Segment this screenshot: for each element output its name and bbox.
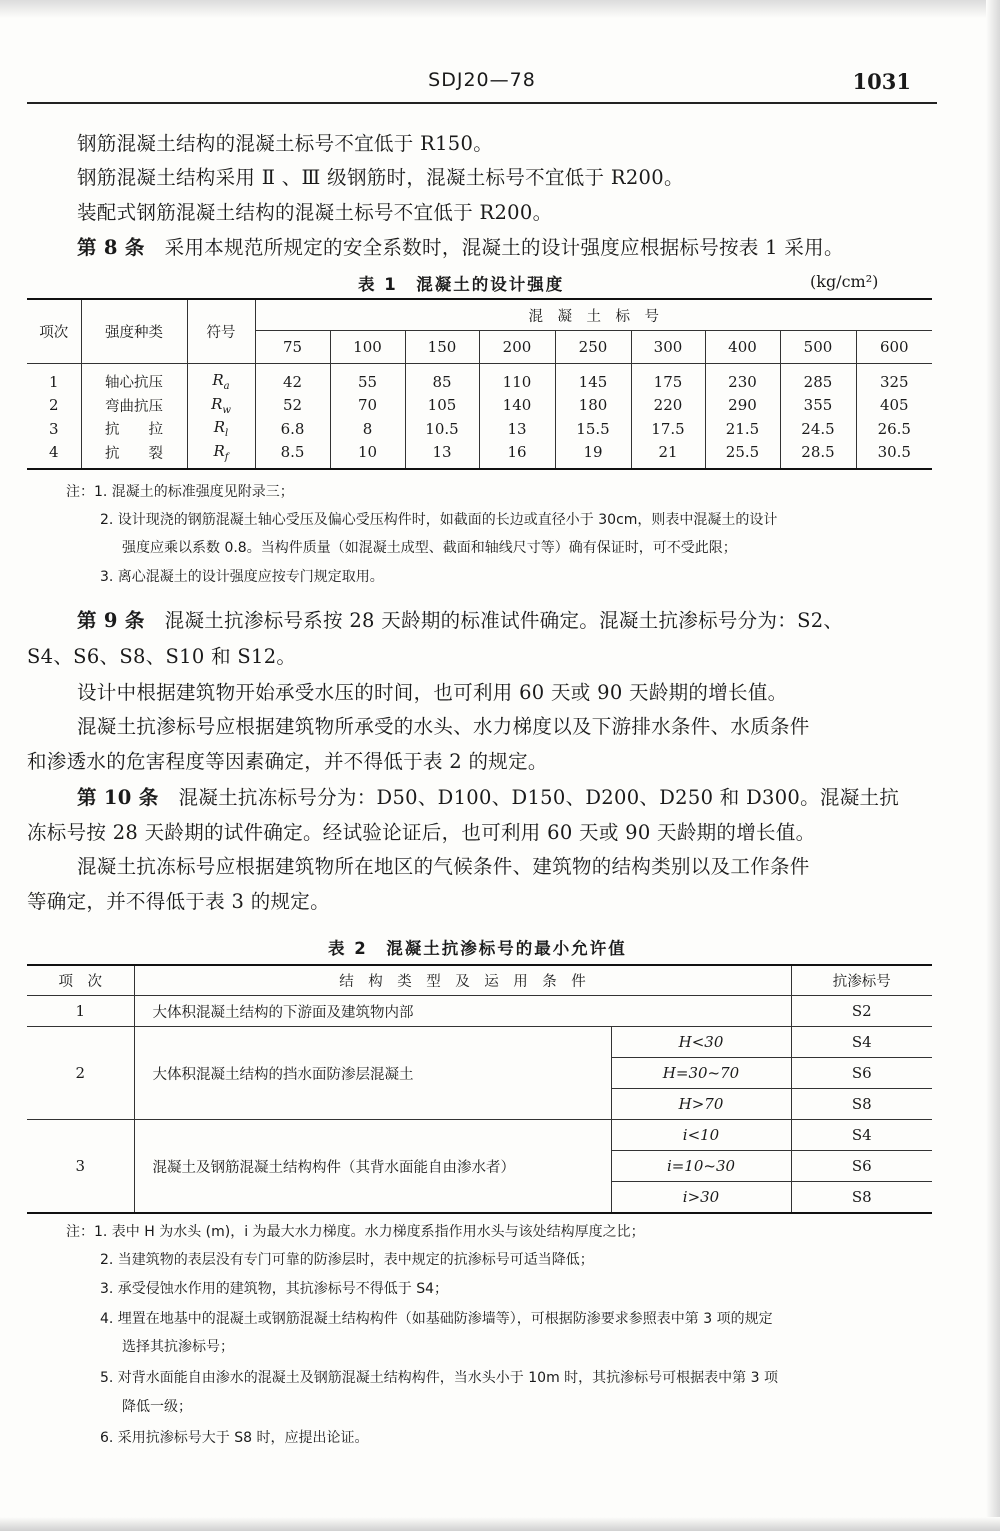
paragraph: 和渗透水的危害程度等因素确定，并不得低于表 2 的规定。 (27, 750, 548, 773)
cell: 145 (555, 364, 631, 394)
grade-header: 300 (631, 331, 705, 364)
page-shadow-bottom (0, 1517, 1000, 1531)
paragraph: S4、S6、S8、S10 和 S12。 (27, 645, 297, 668)
cell: 28.5 (780, 441, 856, 470)
table1-note: 注：1. 混凝土的标准强度见附录三； (66, 484, 294, 500)
paragraph: 设计中根据建筑物开始承受水压的时间，也可利用 60 天或 90 天龄期的增长值。 (77, 681, 788, 704)
row-symbol: $R_a$ (187, 364, 255, 394)
table-row (27, 394, 932, 418)
cell: 405 (879, 396, 909, 415)
design-strength-table (27, 298, 932, 470)
row-grade: S8 (791, 1182, 932, 1214)
row-condition: 大体积混凝土结构的下游面及建筑物内部 (134, 996, 791, 1027)
cell: 140 (479, 394, 555, 418)
cell: 285 (780, 364, 856, 394)
cell: 85 (405, 364, 479, 394)
row-name: 抗 拉 (81, 417, 187, 441)
table2-note: 选择其抗渗标号； (122, 1339, 234, 1355)
row-no: 3 (27, 1120, 134, 1214)
table2-note: 4. 埋置在地基中的混凝土或钢筋混凝土结构构件（如基础防渗墙等），可根据防渗要求参照表中第 3 项的规定 (100, 1311, 773, 1327)
cell: 10.5 (405, 417, 479, 441)
cell: 13 (479, 417, 555, 441)
cell: 26.5 (877, 419, 911, 438)
article-label: 第 8 条 (77, 236, 145, 259)
page-shadow-right (986, 0, 1000, 1531)
grade-header: 75 (255, 331, 330, 364)
table-row (27, 996, 932, 1027)
col-header-grade: 抗渗标号 (791, 965, 932, 996)
table2-note: 6. 采用抗渗标号大于 S8 时，应提出论证。 (100, 1430, 369, 1446)
paragraph: 钢筋混凝土结构的混凝土标号不宜低于 R150。 (77, 132, 494, 155)
row-grade: S8 (791, 1089, 932, 1120)
table2-note: 2. 当建筑物的表层没有专门可靠的防渗层时，表中规定的抗渗标号可适当降低； (100, 1252, 594, 1268)
cell: 290 (705, 394, 780, 418)
sub-condition: H>70 (611, 1089, 791, 1120)
cell: 13 (405, 441, 479, 470)
article-10 (77, 784, 899, 811)
cell: 105 (405, 394, 479, 418)
paragraph: 混凝土抗渗标号应根据建筑物所承受的水头、水力梯度以及下游排水条件、水质条件 (77, 715, 810, 738)
article-label: 第 10 条 (77, 786, 159, 809)
article-text: 采用本规范所规定的安全系数时，混凝土的设计强度应根据标号按表 1 采用。 (164, 236, 844, 259)
cell: 8 (330, 417, 405, 441)
table2-title: 表 2 混凝土抗渗标号的最小允许值 (328, 939, 627, 958)
cell: 52 (255, 394, 330, 418)
cell: 175 (631, 364, 705, 394)
grade-header: 100 (330, 331, 405, 364)
cell: 6.8 (255, 417, 330, 441)
article-text: 混凝土抗冻标号分为：D50、D100、D150、D200、D250 和 D300。混凝土抗 (178, 786, 900, 809)
row-symbol: $R_f$ (187, 441, 255, 470)
sub-condition: i<10 (611, 1120, 791, 1151)
cell: 220 (631, 394, 705, 418)
table1-note: 2. 设计现浇的钢筋混凝土轴心受压及偏心受压构件时，如截面的长边或直径小于 30cm，则表中混凝土的设计 (100, 512, 778, 528)
cell: 355 (780, 394, 856, 418)
row-grade: S2 (791, 996, 932, 1027)
col-header-no: 项 次 (27, 965, 134, 996)
cell: 42 (255, 364, 330, 394)
paragraph: 混凝土抗冻标号应根据建筑物所在地区的气候条件、建筑物的结构类别以及工作条件 (77, 855, 810, 878)
cell: 55 (330, 364, 405, 394)
table1-note: 强度应乘以系数 0.8。当构件质量（如混凝土成型、截面和轴线尺寸等）确有保证时，可不受此限； (122, 540, 737, 556)
paragraph: 等确定，并不得低于表 3 的规定。 (27, 890, 330, 913)
running-header (27, 66, 937, 104)
sub-condition: i>30 (611, 1182, 791, 1214)
sub-condition: H<30 (611, 1027, 791, 1058)
cell: 17.5 (631, 417, 705, 441)
col-header-no: 项次 (27, 299, 81, 364)
cell: 10 (330, 441, 405, 470)
cell: 180 (555, 394, 631, 418)
row-no: 2 (27, 1027, 134, 1120)
impermeability-table (27, 964, 932, 1214)
cell: 21 (631, 441, 705, 470)
cell: 8.5 (255, 441, 330, 470)
cell: 30.5 (877, 443, 911, 462)
col-header-condition: 结 构 类 型 及 运 用 条 件 (134, 965, 791, 996)
cell: 21.5 (705, 417, 780, 441)
paragraph: 装配式钢筋混凝土结构的混凝土标号不宜低于 R200。 (77, 201, 553, 224)
table2-note: 5. 对背水面能自由渗水的混凝土及钢筋混凝土结构构件，当水头小于 10m 时，其抗渗标号可根据表中第 3 项 (100, 1370, 778, 1386)
paragraph: 钢筋混凝土结构采用 Ⅱ 、Ⅲ 级钢筋时，混凝土标号不宜低于 R200。 (77, 166, 684, 189)
row-symbol: $R_l$ (187, 417, 255, 441)
page-shadow-top (0, 0, 1000, 18)
grade-header: 150 (405, 331, 479, 364)
col-header-symbol: 符号 (187, 299, 255, 364)
table-row (27, 364, 932, 394)
row-condition: 大体积混凝土结构的挡水面防渗层混凝土 (134, 1027, 611, 1120)
row-grade: S4 (791, 1120, 932, 1151)
row-grade: S4 (791, 1027, 932, 1058)
grade-header: 500 (780, 331, 856, 364)
document-code: SDJ20—78 (428, 69, 536, 91)
cell: 15.5 (555, 417, 631, 441)
table-row (27, 441, 932, 470)
row-no: 1 (27, 364, 81, 394)
cell: 19 (555, 441, 631, 470)
grade-header: 200 (479, 331, 555, 364)
row-no: 2 (27, 394, 81, 418)
row-no: 4 (27, 441, 81, 470)
page-number: 1031 (852, 69, 911, 94)
row-condition: 混凝土及钢筋混凝土结构构件（其背水面能自由渗水者） (134, 1120, 611, 1214)
grade-header: 600 (856, 331, 932, 364)
table2-note: 3. 承受侵蚀水作用的建筑物，其抗渗标号不得低于 S4； (100, 1281, 449, 1297)
grade-header: 400 (705, 331, 780, 364)
cell: 70 (330, 394, 405, 418)
row-no: 1 (27, 996, 134, 1027)
article-label: 第 9 条 (77, 609, 145, 632)
cell: 16 (479, 441, 555, 470)
row-name: 抗 裂 (81, 441, 187, 470)
cell: 110 (479, 364, 555, 394)
col-header-type: 强度种类 (81, 299, 187, 364)
cell: 24.5 (780, 417, 856, 441)
row-name: 轴心抗压 (81, 364, 187, 394)
paragraph: 冻标号按 28 天龄期的试件确定。经试验论证后，也可利用 60 天或 90 天龄期的增长值。 (27, 821, 816, 844)
cell: 25.5 (705, 441, 780, 470)
row-no: 3 (27, 417, 81, 441)
row-symbol: $R_w$ (187, 394, 255, 418)
row-grade: S6 (791, 1151, 932, 1182)
table-header-row (27, 965, 932, 996)
cell: 230 (705, 364, 780, 394)
table-row (27, 1120, 932, 1151)
col-header-grade: 混 凝 土 标 号 (255, 299, 932, 331)
table1-title: 表 1 混凝土的设计强度 (358, 275, 565, 294)
table1-unit: (kg/cm²) (810, 272, 879, 291)
table1-note: 3. 离心混凝土的设计强度应按专门规定取用。 (100, 569, 384, 585)
row-grade: S6 (791, 1058, 932, 1089)
sub-condition: i=10~30 (611, 1151, 791, 1182)
sub-condition: H=30~70 (611, 1058, 791, 1089)
table2-note: 降低一级； (122, 1399, 192, 1415)
table-row (27, 417, 932, 441)
article-9 (77, 607, 843, 634)
article-8 (77, 234, 844, 261)
article-text: 混凝土抗渗标号系按 28 天龄期的标准试件确定。混凝土抗渗标号分为：S2、 (164, 609, 844, 632)
table2-note: 注：1. 表中 H 为水头 (m)，i 为最大水力梯度。水力梯度系指作用水头与该处结构厚度之比； (66, 1224, 645, 1240)
cell: 325 (879, 372, 909, 391)
table-row (27, 1027, 932, 1058)
row-name: 弯曲抗压 (81, 394, 187, 418)
grade-header: 250 (555, 331, 631, 364)
